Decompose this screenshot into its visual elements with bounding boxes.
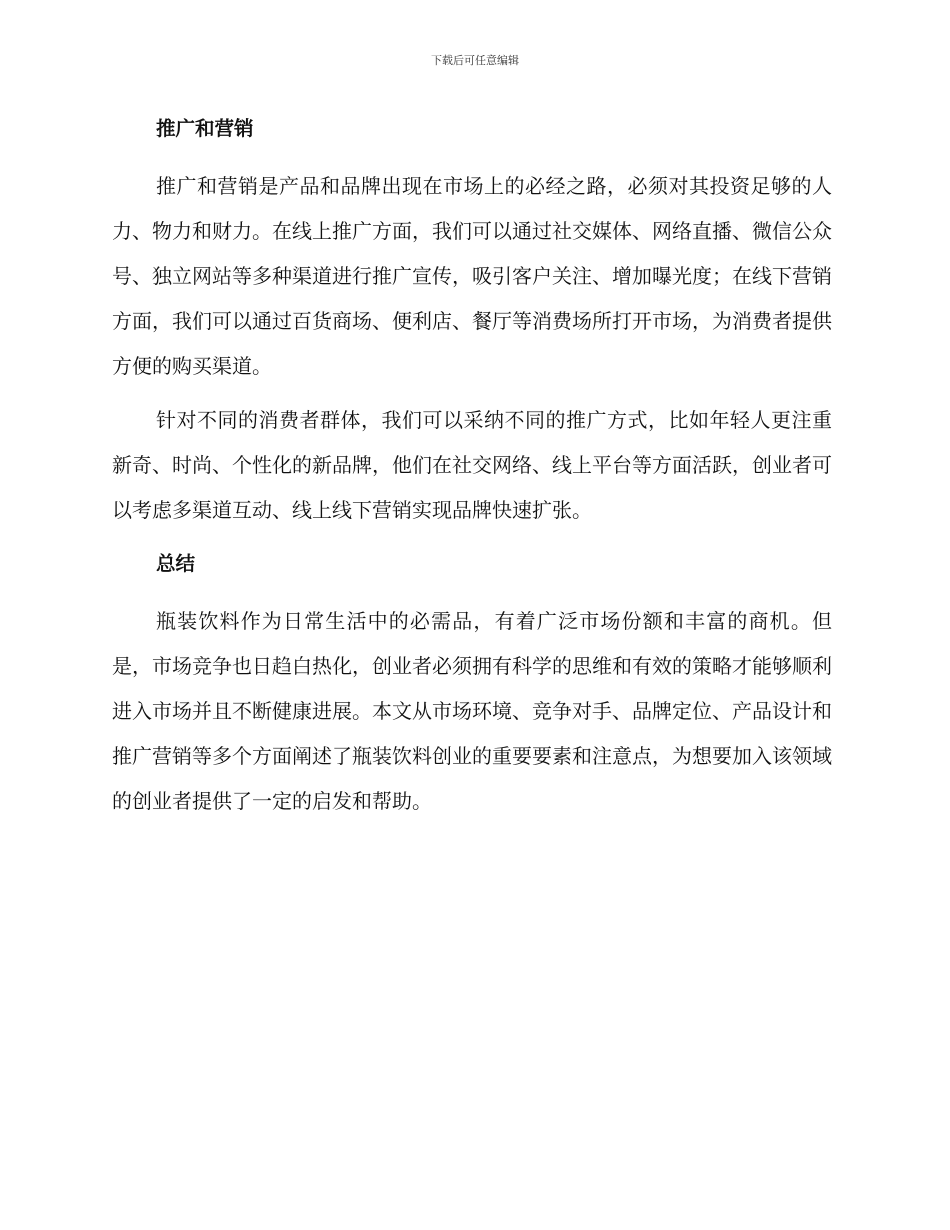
paragraph-promotion-channels: 推广和营销是产品和品牌出现在市场上的必经之路，必须对其投资足够的人力、物力和财力。在线上推广方面，我们可以通过社交媒体、网络直播、微信公众号、独立网站等多种渠道进行推广宣传，吸引客户关注、增加曝光度；在线下营销方面，我们可以通过百货商场、便利店、餐厅等消费场所打开市场，为消费者提供方便的购买渠道。 [112,174,832,378]
paragraph-consumer-groups: 针对不同的消费者群体，我们可以采纳不同的推广方式，比如年轻人更注重新奇、时尚、个性化的新品牌，他们在社交网络、线上平台等方面活跃，创业者可以考虑多渠道互动、线上线下营销实现品牌快速扩张。 [112,408,832,522]
section-heading-promotion: 推广和营销 [156,117,254,140]
document-body [112,114,832,833]
section-heading-summary: 总结 [156,552,196,575]
page-header-note: 下载后可任意编辑 [431,54,519,67]
paragraph-summary: 瓶装饮料作为日常生活中的必需品，有着广泛市场份额和丰富的商机。但是，市场竞争也日趋白热化，创业者必须拥有科学的思维和有效的策略才能够顺利进入市场并且不断健康进展。本文从市场环境、竞争对手、品牌定位、产品设计和推广营销等多个方面阐述了瓶装饮料创业的重要要素和注意点，为想要加入该领域的创业者提供了一定的启发和帮助。 [112,609,832,813]
